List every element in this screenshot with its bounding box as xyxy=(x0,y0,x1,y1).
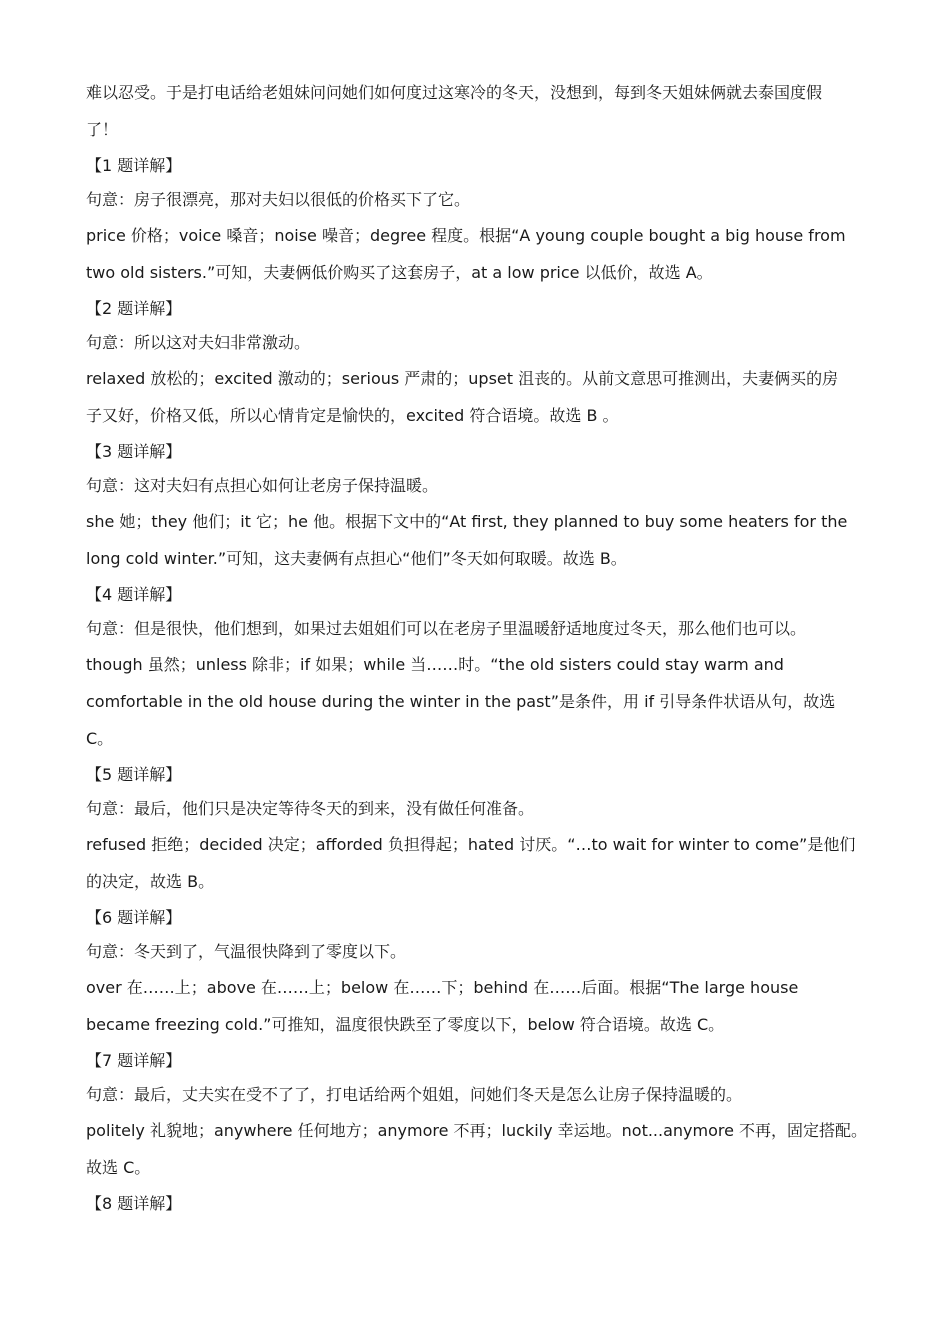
sentence-meaning: 句意：这对夫妇有点担心如何让老房子保持温暖。 xyxy=(86,476,439,495)
section-heading: 【7 题详解】 xyxy=(86,1051,182,1070)
text-line: relaxed 放松的；excited 激动的；serious 严肃的；upset 沮丧的。从前文意思可推测出，夫妻俩买的房 xyxy=(86,369,839,388)
text-line: two old sisters.”可知，夫妻俩低价购买了这套房子，at a low price 以低价，故选 A。 xyxy=(86,263,713,282)
sentence-meaning: 句意：所以这对夫妇非常激动。 xyxy=(86,333,311,352)
text-line: though 虽然；unless 除非；if 如果；while 当……时。“the old sisters could stay warm and xyxy=(86,655,784,674)
sentence-meaning: 句意：最后，他们只是决定等待冬天的到来，没有做任何准备。 xyxy=(86,799,535,818)
text-line: she 她；they 他们；it 它；he 他。根据下文中的“At first, they planned to buy some heaters for the xyxy=(86,512,848,531)
text-line: became freezing cold.”可推知，温度很快跌至了零度以下，below 符合语境。故选 C。 xyxy=(86,1015,725,1034)
text-line: 故选 C。 xyxy=(86,1158,151,1177)
section-heading: 【1 题详解】 xyxy=(86,156,182,175)
text-line: over 在……上；above 在……上；below 在……下；behind 在……后面。根据“The large house xyxy=(86,978,799,997)
text-line: comfortable in the old house during the winter in the past”是条件，用 if 引导条件状语从句，故选 xyxy=(86,692,836,711)
text-line: long cold winter.”可知，这夫妻俩有点担心“他们”冬天如何取暖。故选 B。 xyxy=(86,549,627,568)
section-heading: 【6 题详解】 xyxy=(86,908,182,927)
text-line: refused 拒绝；decided 决定；afforded 负担得起；hated 讨厌。“…to wait for winter to come”是他们 xyxy=(86,835,856,854)
sentence-meaning: 句意：但是很快，他们想到，如果过去姐姐们可以在老房子里温暖舒适地度过冬天，那么他们也可以。 xyxy=(86,619,807,638)
document-page xyxy=(86,74,868,1221)
section-heading: 【2 题详解】 xyxy=(86,299,182,318)
text-line: 难以忍受。于是打电话给老姐妹问问她们如何度过这寒冷的冬天，没想到，每到冬天姐妹俩就去泰国度假 xyxy=(86,83,823,102)
text-line: 的决定，故选 B。 xyxy=(86,872,215,891)
sentence-meaning: 句意：冬天到了，气温很快降到了零度以下。 xyxy=(86,942,407,961)
text-line: politely 礼貌地；anywhere 任何地方；anymore 不再；luckily 幸运地。not...anymore 不再，固定搭配。 xyxy=(86,1121,868,1140)
text-line: 子又好，价格又低，所以心情肯定是愉快的，excited 符合语境。故选 B 。 xyxy=(86,406,619,425)
section-heading: 【8 题详解】 xyxy=(86,1194,182,1213)
text-line: 了！ xyxy=(86,120,119,139)
text-line: C。 xyxy=(86,729,114,748)
section-heading: 【3 题详解】 xyxy=(86,442,182,461)
text-line: price 价格；voice 嗓音；noise 噪音；degree 程度。根据“A young couple bought a big house from xyxy=(86,226,846,245)
section-heading: 【4 题详解】 xyxy=(86,585,182,604)
sentence-meaning: 句意：最后，丈夫实在受不了了，打电话给两个姐姐，问她们冬天是怎么让房子保持温暖的。 xyxy=(86,1085,743,1104)
sentence-meaning: 句意：房子很漂亮，那对夫妇以很低的价格买下了它。 xyxy=(86,190,471,209)
section-heading: 【5 题详解】 xyxy=(86,765,182,784)
